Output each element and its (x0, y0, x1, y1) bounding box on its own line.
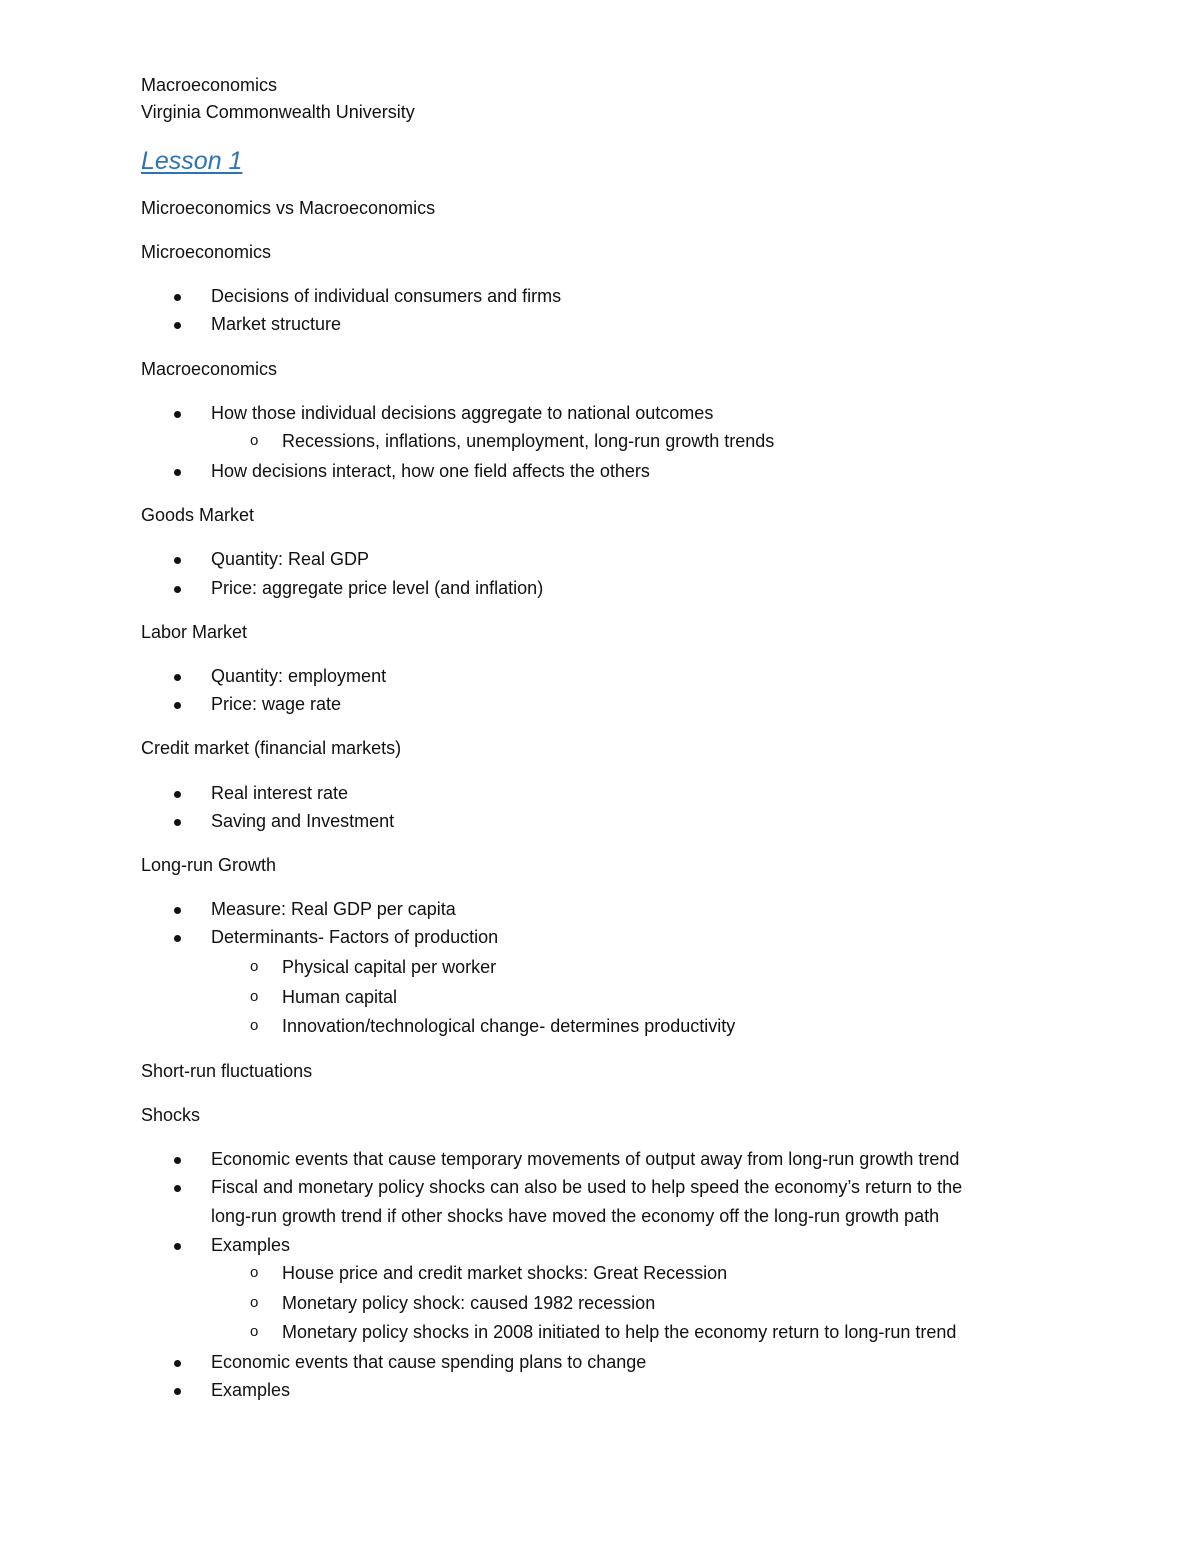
labor-heading: Labor Market (141, 622, 248, 642)
bullet-marker (174, 791, 181, 798)
bullet-marker (174, 1185, 181, 1192)
sub-bullet-marker: o (250, 958, 259, 975)
bullet-marker (174, 1388, 181, 1395)
lesson-title: Lesson 1 (141, 147, 243, 175)
growth-heading: Long-run Growth (141, 855, 277, 875)
bullet-marker (174, 294, 181, 301)
bullet-marker (174, 1360, 181, 1367)
sub-bullet-marker: o (250, 1323, 259, 1340)
bullet-marker (174, 1243, 181, 1250)
bullet-marker (174, 907, 181, 914)
bullet-marker (174, 586, 181, 593)
macro-heading: Macroeconomics (141, 359, 278, 379)
bullet-marker (174, 935, 181, 942)
university-name: Virginia Commonwealth University (141, 102, 415, 122)
credit-heading: Credit market (financial markets) (141, 738, 402, 758)
sub-bullet-marker: o (250, 1264, 259, 1281)
sub-bullet-marker: o (250, 1294, 259, 1311)
bullet-marker (174, 557, 181, 564)
bullet-marker (174, 411, 181, 418)
course-name: Macroeconomics (141, 75, 278, 95)
shocks-heading: Shocks (141, 1105, 201, 1125)
short-run-heading: Short-run fluctuations (141, 1061, 313, 1081)
sub-bullet-marker: o (250, 432, 259, 449)
bullet-marker (174, 322, 181, 329)
section-intro: Microeconomics vs Macroeconomics (141, 198, 436, 218)
bullet-marker (174, 469, 181, 476)
bullet-marker (174, 819, 181, 826)
micro-heading: Microeconomics (141, 242, 272, 262)
bullet-marker (174, 702, 181, 709)
goods-heading: Goods Market (141, 505, 255, 525)
sub-bullet-marker: o (250, 988, 259, 1005)
document-page: Macroeconomics Virginia Commonwealth University Lesson 1 Microeconomics vs Macroeconomics Microeconomics Decisions of individual consumers and firms Market structure Macroeconomics How those individual decisions aggregate to national outcomes o Recessions, inflations, unemployment, long-run growth trends How decisions interact, how one field affects the others Goods Market Quantity: Real GDP Price: aggregate price level (and inflation) Labor Market Quantity: employment Price: wage rate Credit market (financial markets) Real interest rate Saving and Investment Long-run Growth Measure: Real GDP per capita Determinants- Factors of production o Physical capital per worker o Human capital o Innovation/technological change- determines productivity Short-run fluctuations Shocks Economic events that cause temporary movements of output away from long-run growth trend Fiscal and monetary policy shocks can also be used to help speed the economy’s return to the long-run growth trend if other shocks have moved the economy off the long-run growth path Examples o House price and credit market shocks: Great Recession o Monetary policy shock: caused 1982 recession o Monetary policy shocks in 2008 initiated to help the economy return to long-run trend Economic events that cause spending plans to change Examples (141, 75, 963, 1400)
sub-bullet-marker: o (250, 1017, 259, 1034)
bullet-marker (174, 674, 181, 681)
bullet-marker (174, 1157, 181, 1164)
